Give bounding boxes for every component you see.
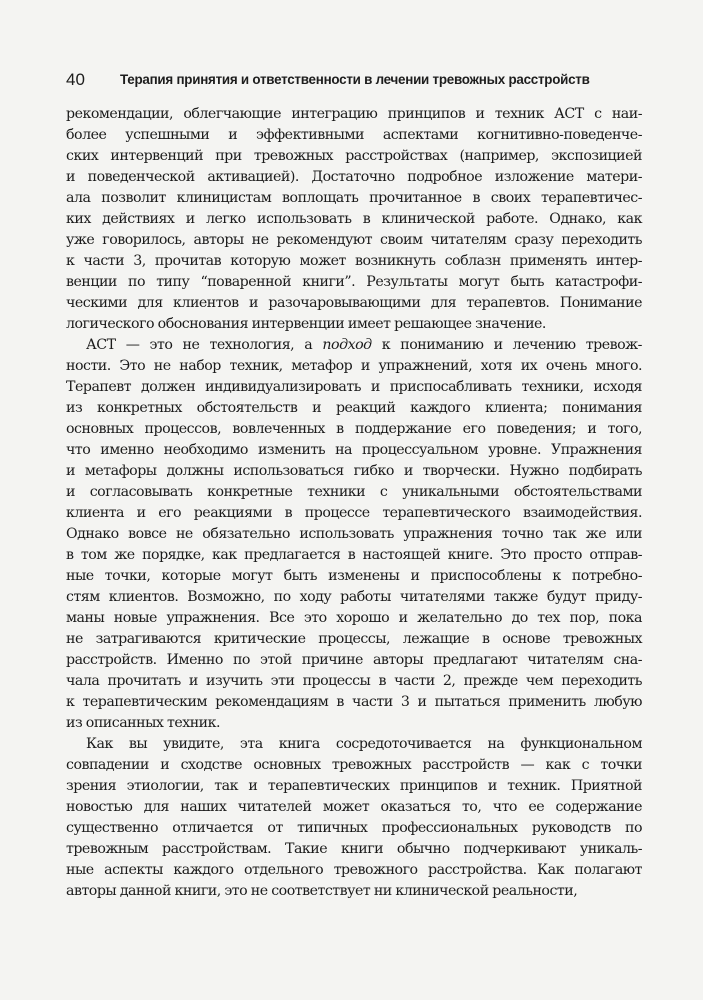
text-line: к части 3, прочитав которую может возникнуть соблазн применять интер-	[66, 253, 642, 269]
paragraph-2	[66, 335, 642, 734]
text-line: и согласовывать конкретные техники с уникальными обстоятельствами	[66, 484, 642, 500]
text-line: не затрагиваются критические процессы, лежащие в основе тревожных	[66, 631, 642, 647]
first-line-start: АСТ — это не технология, а	[86, 337, 323, 353]
text-line: ких действиях и легко использовать в клинической работе. Однако, как	[66, 211, 642, 227]
text-line: и поведенческой активацией). Достаточно подробное изложение матери-	[66, 169, 642, 185]
text-line: основных процессов, вовлеченных в поддержание его поведения; и того,	[66, 421, 642, 437]
text-line: существенно отличается от типичных профессиональных руководств по	[66, 820, 642, 836]
text-line: клиента и его реакциями в процессе терапевтического взаимодействия.	[66, 505, 642, 521]
text-line: ческими для клиентов и разочаровывающими для терапевтов. Понимание	[66, 295, 642, 311]
text-line: совпадении и сходстве основных тревожных расстройств — как с точки	[66, 757, 642, 773]
text-line: авторы данной книги, это не соответствует ни клинической реальности,	[66, 883, 578, 899]
page-header	[66, 69, 642, 93]
text-line: из описанных техник.	[66, 715, 221, 731]
text-line: Как вы увидите, эта книга сосредоточивается на функциональном	[86, 736, 642, 752]
text-line: логического обоснования интервенции имеет решающее значение.	[66, 316, 546, 332]
text-line: в том же порядке, как предлагается в настоящей книге. Это просто отправ-	[66, 547, 642, 563]
text-line: новостью для наших читателей может оказаться то, что ее содержание	[66, 799, 642, 815]
text-line: стям клиентов. Возможно, по ходу работы читателями также будут приду-	[66, 589, 642, 605]
text-line: ности. Это не набор техник, метафор и упражнений, хотя их очень много.	[66, 358, 642, 374]
paragraph-1	[66, 104, 642, 335]
text-line: маны новые упражнения. Все это хорошо и желательно до тех пор, пока	[66, 610, 642, 626]
text-line: ала позволит клиницистам воплощать прочитанное в своих терапевтичес-	[66, 190, 642, 206]
text-line: более успешными и эффективными аспектами когнитивно-поведенче-	[66, 127, 642, 143]
text-line: расстройств. Именно по этой причине авторы предлагают читателям сна-	[66, 652, 642, 668]
text-line: ные аспекты каждого отдельного тревожного расстройства. Как полагают	[66, 862, 642, 878]
text-line: ских интервенций при тревожных расстройствах (например, экспозицией	[66, 148, 642, 164]
body-text	[66, 104, 642, 902]
first-line-end: к пониманию и лечению тревож-	[371, 337, 642, 353]
text-line: к терапевтическим рекомендациям в части 3 и пытаться применить любую	[66, 694, 642, 710]
text-line: из конкретных обстоятельств и реакций каждого клиента; понимания	[66, 400, 642, 416]
emphasized-word: подход	[322, 337, 372, 353]
page-number: 40	[66, 70, 85, 89]
text-line: уже говорилось, авторы не рекомендуют своим читателям сразу переходить	[66, 232, 642, 248]
text-line: что именно необходимо изменить на процессуальном уровне. Упражнения	[66, 442, 642, 458]
text-line: и метафоры должны использоваться гибко и творчески. Нужно подбирать	[66, 463, 642, 479]
paragraph-2-first-line	[66, 335, 642, 356]
text-line: тревожным расстройствам. Такие книги обычно подчеркивают уникаль-	[66, 841, 642, 857]
text-line: ные точки, которые могут быть изменены и приспособлены к потребно-	[66, 568, 642, 584]
text-line: рекомендации, облегчающие интеграцию принципов и техник АСТ с наи-	[66, 106, 642, 122]
text-line: венции по типу “поваренной книги”. Результаты могут быть катастрофи-	[66, 274, 642, 290]
text-line: зрения этиологии, так и терапевтических принципов и техник. Приятной	[66, 778, 642, 794]
paragraph-3	[66, 734, 642, 902]
text-line: Однако вовсе не обязательно использовать упражнения точно так же или	[66, 526, 642, 542]
text-line: Терапевт должен индивидуализировать и приспосабливать техники, исходя	[66, 379, 642, 395]
running-title: Терапия принятия и ответственности в лечении тревожных расстройств	[120, 72, 590, 87]
text-line: чала прочитать и изучить эти процессы в части 2, прежде чем переходить	[66, 673, 642, 689]
